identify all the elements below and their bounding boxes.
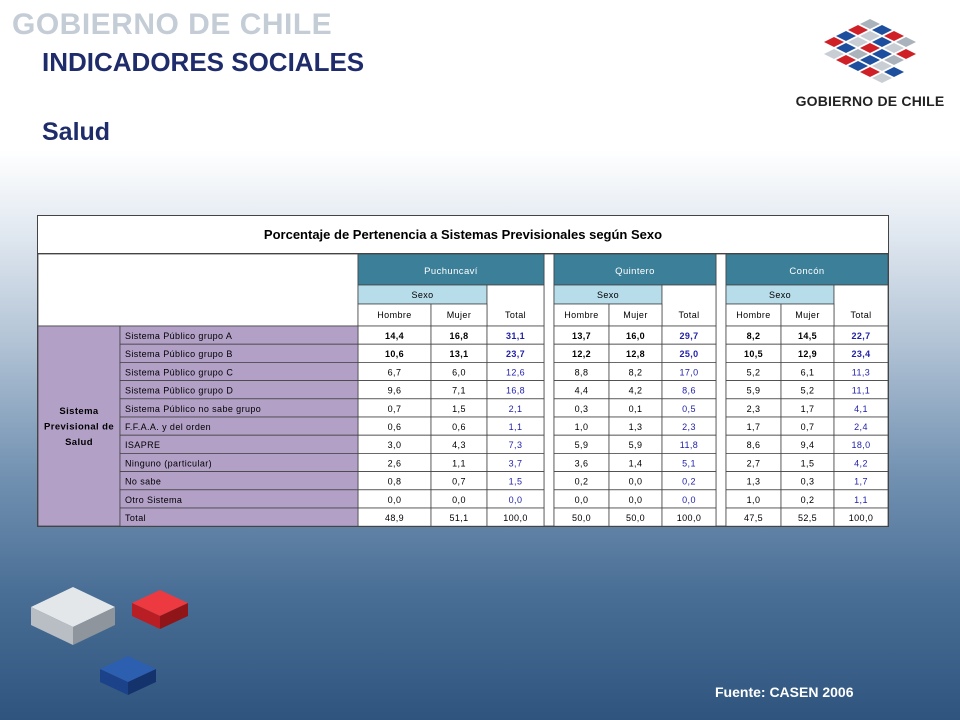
row-label-text: Sistema Público grupo C — [125, 367, 234, 378]
commune-label: Puchuncaví — [424, 266, 478, 277]
value-text: 48,9 — [384, 513, 405, 523]
value-text: 0,5 — [682, 403, 696, 414]
value-text: 0,7 — [387, 403, 402, 414]
row-label-text: ISAPRE — [125, 440, 161, 451]
value-text: 10,6 — [384, 349, 405, 360]
value-text: 5,9 — [746, 385, 761, 396]
value-text: 5,1 — [682, 458, 696, 469]
value-text: 6,7 — [387, 367, 402, 378]
mujer-label: Mujer — [795, 310, 820, 320]
value-text: 0,1 — [628, 403, 643, 414]
value-text: 12,2 — [571, 349, 592, 360]
value-text: 4,4 — [574, 385, 589, 396]
value-text: 8,6 — [746, 440, 761, 451]
data-table — [37, 215, 889, 527]
value-text: 0,0 — [387, 494, 402, 505]
value-text: 0,8 — [387, 476, 402, 487]
row-label-text: Otro Sistema — [125, 494, 183, 505]
value-text: 100,0 — [676, 513, 702, 523]
value-text: 3,6 — [574, 458, 589, 469]
value-text: 1,5 — [508, 476, 523, 487]
value-text: 6,0 — [452, 367, 466, 378]
value-text: 1,0 — [574, 422, 589, 432]
value-text: 12,8 — [625, 349, 646, 360]
source-note: Fuente: CASEN 2006 — [715, 684, 854, 700]
value-text: 16,0 — [625, 331, 646, 341]
value-text: 1,3 — [628, 422, 643, 432]
value-text: 2,3 — [746, 403, 761, 414]
value-text: 23,4 — [851, 349, 871, 360]
value-text: 0,0 — [628, 494, 643, 505]
value-text: 0,0 — [682, 494, 696, 505]
sexo-label: Sexo — [411, 290, 434, 300]
logo-cubes-icon — [795, 15, 945, 93]
value-text: 8,6 — [682, 385, 696, 396]
value-text: 0,2 — [682, 476, 696, 487]
row-group-label: Sistema — [59, 406, 99, 417]
value-text: 0,6 — [387, 422, 402, 432]
value-text: 5,9 — [574, 440, 589, 451]
row-label-cell — [120, 508, 358, 526]
value-text: 0,3 — [800, 476, 815, 487]
hombre-label: Hombre — [564, 310, 599, 320]
value-text: 2,7 — [746, 458, 761, 469]
value-text: 0,0 — [452, 494, 466, 505]
value-text: 2,6 — [387, 458, 402, 469]
value-text: 100,0 — [848, 513, 874, 523]
value-text: 10,5 — [743, 349, 764, 360]
row-group-label: Previsional de — [43, 421, 115, 433]
value-text: 0,0 — [574, 494, 589, 505]
value-text: 9,4 — [800, 440, 815, 451]
row-group-label: Salud — [65, 437, 93, 448]
value-text: 25,0 — [679, 349, 699, 360]
value-text: 8,8 — [574, 367, 589, 378]
table-caption: Porcentaje de Pertenencia a Sistemas Previsionales según Sexo — [38, 216, 888, 254]
value-text: 52,5 — [797, 513, 818, 523]
value-text: 5,2 — [746, 367, 761, 378]
row-label-text: No sabe — [125, 476, 162, 487]
value-text: 7,3 — [508, 440, 523, 451]
value-text: 1,5 — [452, 403, 466, 414]
value-text: 0,6 — [452, 422, 466, 432]
column-separator — [544, 254, 554, 526]
value-text: 12,6 — [505, 367, 526, 378]
value-text: 11,1 — [851, 385, 871, 396]
mujer-label: Mujer — [446, 310, 472, 320]
total-label: Total — [504, 310, 527, 320]
value-text: 1,3 — [746, 476, 761, 487]
value-text: 2,4 — [854, 422, 868, 432]
row-label-text: Sistema Público grupo A — [125, 331, 233, 341]
blue-cube-icon — [98, 655, 158, 697]
value-text: 100,0 — [503, 513, 528, 523]
value-text: 1,4 — [628, 458, 643, 469]
value-text: 4,3 — [452, 440, 466, 451]
commune-label: Quintero — [615, 266, 655, 277]
value-text: 14,5 — [797, 331, 818, 341]
page-subtitle: Salud — [42, 118, 111, 146]
value-text: 51,1 — [449, 513, 469, 523]
value-text: 8,2 — [628, 367, 643, 378]
row-label-text: F.F.A.A. y del orden — [125, 422, 212, 432]
red-cube-icon — [130, 589, 190, 631]
value-text: 4,2 — [854, 458, 868, 469]
value-text: 4,1 — [854, 403, 868, 414]
value-text: 1,7 — [800, 403, 815, 414]
value-text: 6,1 — [800, 367, 815, 378]
value-text: 1,5 — [800, 458, 815, 469]
row-label-text: Sistema Público grupo D — [125, 385, 234, 396]
value-text: 8,2 — [746, 331, 761, 341]
value-text: 11,8 — [679, 440, 699, 451]
value-text: 7,1 — [452, 385, 466, 396]
column-separator — [716, 254, 726, 526]
value-text: 2,1 — [508, 403, 523, 414]
value-text: 0,0 — [508, 494, 523, 505]
value-text: 1,1 — [854, 494, 868, 505]
value-text: 0,3 — [574, 403, 589, 414]
value-text: 13,1 — [449, 349, 469, 360]
sexo-label: Sexo — [768, 290, 792, 300]
value-text: 3,0 — [387, 440, 402, 451]
value-text: 22,7 — [851, 331, 871, 341]
value-text: 14,4 — [384, 331, 405, 341]
grey-cube-icon — [28, 585, 118, 647]
value-text: 2,3 — [682, 422, 696, 432]
table-header-corner — [38, 254, 358, 326]
value-text: 17,0 — [679, 367, 699, 378]
value-text: 0,2 — [574, 476, 589, 487]
value-text: 5,2 — [800, 385, 815, 396]
value-text: 13,7 — [571, 331, 592, 341]
value-text: 0,7 — [452, 476, 466, 487]
commune-label: Concón — [789, 266, 825, 277]
value-text: 12,9 — [797, 349, 818, 360]
value-text: 1,1 — [452, 458, 466, 469]
logo-text: GOBIERNO DE CHILE — [795, 93, 945, 109]
value-text: 0,2 — [800, 494, 815, 505]
government-logo — [795, 15, 945, 115]
value-text: 3,7 — [508, 458, 523, 469]
table-grid — [38, 254, 888, 526]
value-text: 50,0 — [625, 513, 646, 523]
value-text: 0,7 — [800, 422, 815, 432]
value-text: 29,7 — [679, 331, 699, 341]
hombre-label: Hombre — [736, 310, 771, 320]
value-text: 47,5 — [743, 513, 764, 523]
row-label-text: Sistema Público no sabe grupo — [125, 403, 262, 414]
total-label: Total — [678, 310, 700, 320]
row-label-text: Ninguno (particular) — [125, 458, 213, 469]
row-label-text: Sistema Público grupo B — [125, 349, 233, 360]
value-text: 0,0 — [628, 476, 643, 487]
value-text: 5,9 — [628, 440, 643, 451]
sexo-label: Sexo — [596, 290, 620, 300]
value-text: 23,7 — [505, 349, 526, 360]
hombre-label: Hombre — [377, 310, 412, 320]
value-text: 1,1 — [508, 422, 523, 432]
value-text: 31,1 — [505, 331, 526, 341]
page-title: INDICADORES SOCIALES — [42, 47, 365, 77]
value-text: 11,3 — [851, 367, 871, 378]
value-text: 1,7 — [854, 476, 868, 487]
value-text: 9,6 — [387, 385, 402, 396]
row-label-text: Total — [125, 513, 147, 523]
total-label: Total — [850, 310, 872, 320]
value-text: 50,0 — [571, 513, 592, 523]
value-text: 4,2 — [628, 385, 643, 396]
value-text: 18,0 — [851, 440, 871, 451]
value-text: 16,8 — [505, 385, 526, 396]
mujer-label: Mujer — [623, 310, 648, 320]
watermark-text: GOBIERNO DE CHILE — [12, 8, 333, 41]
value-text: 1,7 — [746, 422, 761, 432]
value-text: 16,8 — [449, 331, 469, 341]
value-text: 1,0 — [746, 494, 761, 505]
